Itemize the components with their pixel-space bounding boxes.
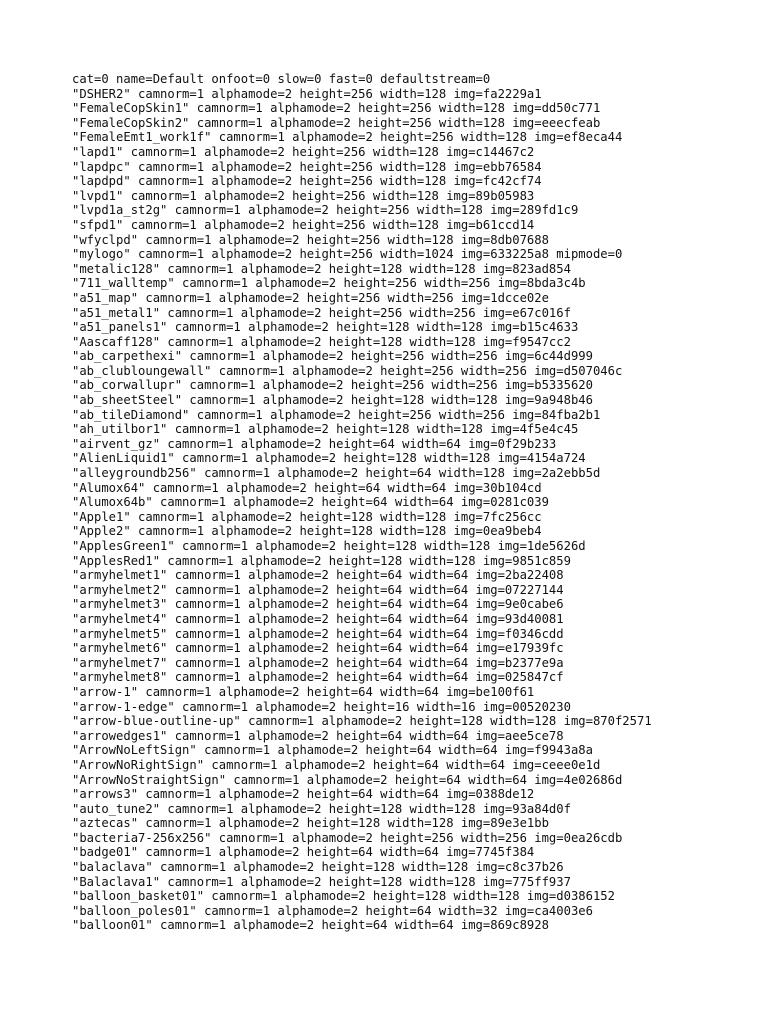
- texture-line: "lvpd1a_st2g" camnorm=1 alphamode=2 height=256 width=128 img=289fd1c9: [72, 203, 579, 218]
- texture-line: "a51_metal1" camnorm=1 alphamode=2 height=256 width=256 img=e67c016f: [72, 305, 571, 320]
- texture-line: "Apple1" camnorm=1 alphamode=2 height=128 width=128 img=7fc256cc: [72, 509, 542, 524]
- texture-line: "balloon_basket01" camnorm=1 alphamode=2 height=128 width=128 img=d0386152: [72, 889, 615, 904]
- texture-line: "711_walltemp" camnorm=1 alphamode=2 height=256 width=256 img=8bda3c4b: [72, 276, 586, 291]
- texture-line: "aztecas" camnorm=1 alphamode=2 height=128 width=128 img=89e3e1bb: [72, 816, 549, 831]
- texture-line: "ah_utilbor1" camnorm=1 alphamode=2 height=128 width=128 img=4f5e4c45: [72, 422, 579, 437]
- texture-line: "arrows3" camnorm=1 alphamode=2 height=64 width=64 img=0388de12: [72, 787, 535, 802]
- texture-line: "ab_tileDiamond" camnorm=1 alphamode=2 height=256 width=256 img=84fba2b1: [72, 407, 601, 422]
- texture-line: "airvent_gz" camnorm=1 alphamode=2 height=64 width=64 img=0f29b233: [72, 436, 557, 451]
- texture-line: "balloon01" camnorm=1 alphamode=2 height=64 width=64 img=869c8928: [72, 918, 549, 933]
- texture-line: "ArrowNoRightSign" camnorm=1 alphamode=2 height=64 width=64 img=ceee0e1d: [72, 757, 601, 772]
- texture-line: "lapdpc" camnorm=1 alphamode=2 height=256 width=128 img=ebb76584: [72, 159, 542, 174]
- texture-line: "mylogo" camnorm=1 alphamode=2 height=256 width=1024 img=633225a8 mipmode=0: [72, 247, 623, 262]
- texture-line: "Alumox64" camnorm=1 alphamode=2 height=64 width=64 img=30b104cd: [72, 480, 542, 495]
- texture-line: "Balaclava1" camnorm=1 alphamode=2 height=128 width=128 img=775ff937: [72, 874, 571, 889]
- texture-line: "ab_carpethexi" camnorm=1 alphamode=2 height=256 width=256 img=6c44d999: [72, 349, 593, 364]
- texture-line: "ab_corwallupr" camnorm=1 alphamode=2 height=256 width=256 img=b5335620: [72, 378, 593, 393]
- texture-line: "ApplesRed1" camnorm=1 alphamode=2 height=128 width=128 img=9851c859: [72, 553, 571, 568]
- texture-line: "ab_sheetSteel" camnorm=1 alphamode=2 height=128 width=128 img=9a948b46: [72, 393, 593, 408]
- texture-line: "arrow-1" camnorm=1 alphamode=2 height=64 width=64 img=be100f61: [72, 684, 535, 699]
- texture-line: "arrow-blue-outline-up" camnorm=1 alphamode=2 height=128 width=128 img=870f2571: [72, 714, 652, 729]
- texture-line: "ArrowNoLeftSign" camnorm=1 alphamode=2 height=64 width=64 img=f9943a8a: [72, 743, 593, 758]
- texture-line: "arrowedges1" camnorm=1 alphamode=2 height=64 width=64 img=aee5ce78: [72, 728, 564, 743]
- texture-line: "bacteria7-256x256" camnorm=1 alphamode=2 height=256 width=256 img=0ea26cdb: [72, 830, 623, 845]
- texture-line: "armyhelmet6" camnorm=1 alphamode=2 height=64 width=64 img=e17939fc: [72, 641, 564, 656]
- texture-line: "a51_map" camnorm=1 alphamode=2 height=256 width=256 img=1dcce02e: [72, 290, 549, 305]
- texture-line: "metalic128" camnorm=1 alphamode=2 height=128 width=128 img=823ad854: [72, 261, 571, 276]
- document-page: [72, 72, 752, 933]
- texture-line: "armyhelmet3" camnorm=1 alphamode=2 height=64 width=64 img=9e0cabe6: [72, 597, 564, 612]
- texture-line: "lapd1" camnorm=1 alphamode=2 height=256 width=128 img=c14467c2: [72, 144, 535, 159]
- texture-line: "ab_clubloungewall" camnorm=1 alphamode=2 height=256 width=256 img=d507046c: [72, 363, 623, 378]
- texture-line: "lapdpd" camnorm=1 alphamode=2 height=256 width=128 img=fc42cf74: [72, 174, 542, 189]
- texture-line: "ArrowNoStraightSign" camnorm=1 alphamode=2 height=64 width=64 img=4e02686d: [72, 772, 623, 787]
- texture-line: "FemaleCopSkin1" camnorm=1 alphamode=2 height=256 width=128 img=dd50c771: [72, 101, 601, 116]
- texture-line: "DSHER2" camnorm=1 alphamode=2 height=256 width=128 img=fa2229a1: [72, 86, 542, 101]
- texture-line: "Aascaff128" camnorm=1 alphamode=2 height=128 width=128 img=f9547cc2: [72, 334, 571, 349]
- header-line: cat=0 name=Default onfoot=0 slow=0 fast=0 defaultstream=0: [72, 72, 491, 86]
- texture-line: "alleygroundb256" camnorm=1 alphamode=2 height=64 width=128 img=2a2ebb5d: [72, 466, 601, 481]
- texture-line: "lvpd1" camnorm=1 alphamode=2 height=256 width=128 img=89b05983: [72, 188, 535, 203]
- texture-line: "badge01" camnorm=1 alphamode=2 height=64 width=64 img=7745f384: [72, 845, 535, 860]
- texture-line: "FemaleEmt1_work1f" camnorm=1 alphamode=2 height=256 width=128 img=ef8eca44: [72, 130, 623, 145]
- texture-line: "a51_panels1" camnorm=1 alphamode=2 height=128 width=128 img=b15c4633: [72, 320, 579, 335]
- texture-line: "arrow-1-edge" camnorm=1 alphamode=2 height=16 width=16 img=00520230: [72, 699, 571, 714]
- texture-line: "armyhelmet1" camnorm=1 alphamode=2 height=64 width=64 img=2ba22408: [72, 568, 564, 583]
- texture-line: "armyhelmet8" camnorm=1 alphamode=2 height=64 width=64 img=025847cf: [72, 670, 564, 685]
- texture-line: "AlienLiquid1" camnorm=1 alphamode=2 height=128 width=128 img=4154a724: [72, 451, 586, 466]
- texture-line: "Alumox64b" camnorm=1 alphamode=2 height=64 width=64 img=0281c039: [72, 495, 549, 510]
- texture-line: "Apple2" camnorm=1 alphamode=2 height=128 width=128 img=0ea9beb4: [72, 524, 542, 539]
- texture-line: "auto_tune2" camnorm=1 alphamode=2 height=128 width=128 img=93a84d0f: [72, 801, 571, 816]
- texture-line: "armyhelmet4" camnorm=1 alphamode=2 height=64 width=64 img=93d40081: [72, 611, 564, 626]
- texture-line: "balloon_poles01" camnorm=1 alphamode=2 height=64 width=32 img=ca4003e6: [72, 903, 593, 918]
- texture-line: "balaclava" camnorm=1 alphamode=2 height=128 width=128 img=c8c37b26: [72, 860, 564, 875]
- texture-line: "ApplesGreen1" camnorm=1 alphamode=2 height=128 width=128 img=1de5626d: [72, 539, 586, 553]
- texture-line: "armyhelmet5" camnorm=1 alphamode=2 height=64 width=64 img=f0346cdd: [72, 626, 564, 641]
- texture-line: "sfpd1" camnorm=1 alphamode=2 height=256 width=128 img=b61ccd14: [72, 217, 535, 232]
- texture-line: "armyhelmet2" camnorm=1 alphamode=2 height=64 width=64 img=07227144: [72, 582, 564, 597]
- texture-line: "armyhelmet7" camnorm=1 alphamode=2 height=64 width=64 img=b2377e9a: [72, 655, 564, 670]
- texture-line: "wfyclpd" camnorm=1 alphamode=2 height=256 width=128 img=8db07688: [72, 232, 549, 247]
- texture-line: "FemaleCopSkin2" camnorm=1 alphamode=2 height=256 width=128 img=eeecfeab: [72, 115, 601, 130]
